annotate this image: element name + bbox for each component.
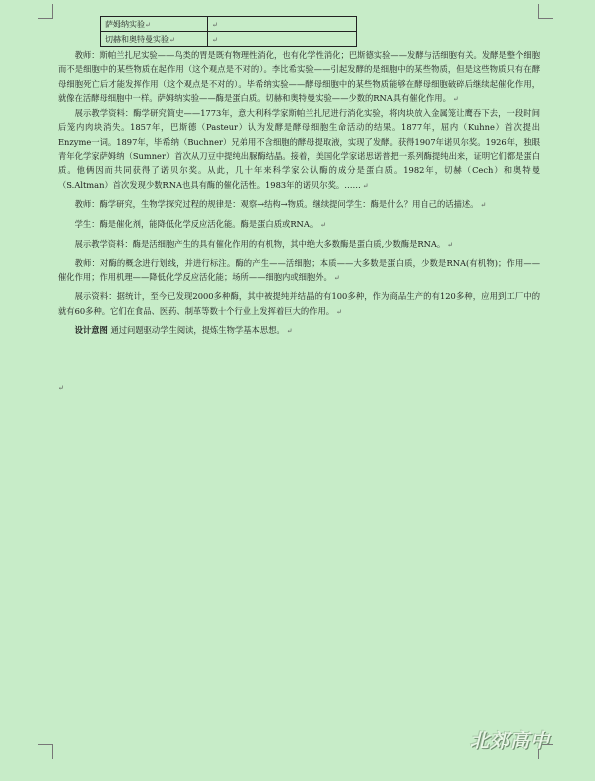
empty-paragraph-mark: ↵ xyxy=(58,384,64,392)
paragraph-mark: ↵ xyxy=(333,274,340,283)
table-cell-value[interactable] xyxy=(208,32,357,47)
table-cell-label[interactable] xyxy=(101,17,208,32)
table-cell-label[interactable] xyxy=(101,32,208,47)
experiment-table xyxy=(100,16,357,47)
cell-end-mark: ↵ xyxy=(212,20,218,29)
paragraph-design-intent xyxy=(58,323,540,338)
design-intent-label: 设计意图 xyxy=(74,325,108,336)
paragraph-text: 展示教学资料：酶学研究简史——1773年，意大利科学家斯帕兰扎尼进行消化实验，将肉块放入金属笼让鹰吞下去，一段时间后笼内肉块消失。1857年，巴斯德（Pasteur）认为发酵是酵母细胞生命活动的结果。1877年，屈内（Kuhne）首次提出Enzyme一词。1897年，毕希纳（Buchner）兄弟用不含细胞的酵母提取液，实现了发酵。获得1907年诺贝尔奖。1926年，独眼青年化学家萨姆纳（Sumner）首次从刀豆中提纯出脲酶结晶。接着，美国化学家诺思诺普把一系列酶提纯出来，证明它们都是蛋白质。他俩因而共同获得了诺贝尔奖。从此，几十年来科学家公认酶的成分是蛋白质。1982年，切赫（Cech）和奥特曼（S.Altman）首次发现少数RNA也具有酶的催化活性。1983年的诺贝尔奖。…… xyxy=(58,108,540,190)
paragraph-enzyme-definition xyxy=(58,237,540,252)
table-row xyxy=(101,32,357,47)
page-corner-top-right xyxy=(538,4,553,19)
cell-end-mark: ↵ xyxy=(145,20,151,29)
paragraph-enzyme-statistics xyxy=(58,289,540,319)
page-corner-bottom-left xyxy=(38,744,53,759)
paragraph-enzyme-history xyxy=(58,106,540,193)
paragraph-student-answer xyxy=(58,217,540,232)
paragraph-mark: ↵ xyxy=(320,221,326,230)
cell-text: 切赫和奥特曼实验 xyxy=(105,34,169,44)
paragraph-mark: ↵ xyxy=(447,240,454,249)
paragraph-text: 教师：酶学研究，生物学探究过程的规律是：观察→结构→物质。继续提问学生：酶是什么？用自己的话描述。 xyxy=(74,198,479,209)
paragraph-mark: ↵ xyxy=(286,327,293,336)
paragraph-mark: ↵ xyxy=(480,200,487,209)
design-intent-text: 通过问题驱动学生阅读，提炼生物学基本思想。 xyxy=(110,325,285,336)
paragraph-text: 教师：斯帕兰扎尼实验——鸟类的胃是既有物理性消化，也有化学性消化；巴斯德实验——发酵与活细胞有关。发酵是整个细胞而不是细胞中的某些物质在起作用（这个观点是不对的）。李比希实验——引起发酵的是细胞中的某些物质，但是这些物质只有在酵母细胞死亡后才能发挥作用（这个观点是不对的）。毕希纳实验——酵母细胞中的某些物质能够在酵母细胞破碎后继续起催化作用，就像在活酵母细胞中一样。萨姆纳实验——酶是蛋白质。切赫和奥特曼实验——少数的RNA具有催化作用。 xyxy=(58,50,540,103)
paragraph-text: 学生：酶是催化剂，能降低化学反应活化能。酶是蛋白质或RNA。 xyxy=(74,219,319,230)
paragraph-teacher-experiments xyxy=(58,48,540,106)
document-body[interactable] xyxy=(58,48,540,338)
paragraph-text: 展示教学资料：酶是活细胞产生的具有催化作用的有机物，其中绝大多数酶是蛋白质,少数酶是RNA。 xyxy=(74,238,446,249)
cell-end-mark: ↵ xyxy=(169,35,175,44)
paragraph-text: 展示资料：据统计，至今已发现2000多种酶，其中被提纯并结晶的有100多种，作为商品生产的有120多种，应用到工厂中的就有60多种。它们在食品、医药、制革等数十个行业上发挥着巨大的作用。 xyxy=(58,291,540,316)
page-corner-top-left xyxy=(38,4,53,19)
cell-text: 萨姆纳实验 xyxy=(105,19,145,29)
paragraph-mark: ↵ xyxy=(336,307,342,316)
paragraph-mark: ↵ xyxy=(452,94,459,103)
cell-end-mark: ↵ xyxy=(212,35,218,44)
table-cell-value[interactable] xyxy=(208,17,357,32)
paragraph-concept-annotation xyxy=(58,256,540,286)
paragraph-text: 教师：对酶的概念进行划线，并进行标注。酶的产生——活细胞；本质——大多数是蛋白质，少数是RNA(有机物)；作用——催化作用；作用机理——降低化学反应活化能；场所——细胞内或细胞外。 xyxy=(58,257,540,283)
paragraph-mark: ↵ xyxy=(362,181,369,190)
table-row xyxy=(101,17,357,32)
paragraph-teacher-question xyxy=(58,197,540,212)
school-watermark: 北郊高中 xyxy=(470,730,551,752)
